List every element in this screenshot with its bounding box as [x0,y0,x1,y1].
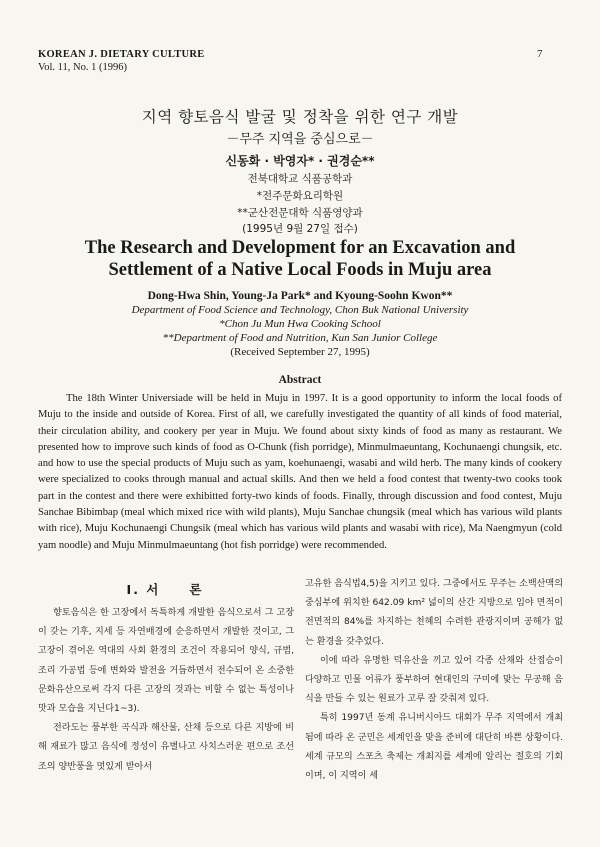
korean-authors: 신동화 · 박영자* · 권경순** [225,154,375,168]
english-title-line-1: The Research and Development for an Excavation and [84,238,516,258]
english-affiliation-2: *Chon Ju Mun Hwa Cooking School [219,318,381,330]
korean-subtitle: －무주 지역을 중심으로－ [226,132,374,147]
body-paragraph: 고유한 음식법4,5)을 지키고 있다. 그중에서도 무주는 소백산맥의 중심부에 위치한 642.09 km² 넓이의 산간 지방으로 임야 면적이 전면적의 84%를 차지하는 천혜의 수려한 관광지이며 공해가 없는 환경을 갖추었다. [305,579,563,647]
english-authors: Dong-Hwa Shin, Young-Ja Park* and Kyoung-Soohn Kwon** [147,290,453,302]
english-received: (Received September 27, 1995) [230,346,370,358]
english-affiliation-3: **Department of Food and Nutrition, Kun San Junior College [162,332,438,344]
body-paragraph: 전라도는 풍부한 곡식과 해산물, 산채 등으로 다른 지방에 비해 재료가 많고 음식에 정성이 유별나고 사치스러운 편으로 조선조의 양반풍을 멋있게 받아서 [38,723,294,772]
abstract-heading: Abstract [278,374,322,386]
journal-header [38,48,205,74]
journal-volume: Vol. 11, No. 1 (1996) [38,62,127,73]
body-paragraph: 향토음식은 한 고장에서 독특하게 개발한 음식으로서 그 고장이 갖는 기후, 지세 등 자연배경에 순응하면서 개발한 것이고, 그 고장이 겪어온 역대의 사회 환경의 조건이 작용되어 양식, 규범, 조리 가공법 등에 변화와 발전을 거듭하면서 전수되어 온 소중한 문화유산으로써 각지 다른 고장의 것과는 비할 수 없는 특성이나 맛과 모습을 지닌다1~3). [38,608,294,715]
abstract-text: The 18th Winter Universiade will be held in Muju in 1997. It is a good opportunity to inform the local foods of Muju to the inside and outside of Korea. First of all, we carefully investigated the quantity of all kinds of food material, their circulation ability, and cookery per year in Muju. We found about sixty kinds of food as many as restaurant. We presented how to improve such kinds of food as O-Chunk (fish porridge), Minmulmaeuntang, Kochunaengi chungsik, etc. and how to use the special products of Muju such as yam, koehunaengi, wasabi and wild herb. The many kinds of cookery were specialized to cooks through manual and actual skills. And then we held a food contest that twenty-two cooks took part in the contest and there were exhibitted forty-two kinds of foods. Finally, through discussion and food contest, Muju Sanchae Bibimbap (meal which mixed rice with wild plants), Muju Sanchae chungsik (meal which has various wild plants with rice), Muju Kochunaengi Chungsik (meal which has various wild plants and wasabi with rice), Ma Naengmyun (cold yam noodle) and Muju Minmulmaeuntang (hot fish porridge) were recommended. [38,393,562,551]
body-right-column [305,575,563,786]
korean-title: 지역 향토음식 발굴 및 정착을 위한 연구 개발 [141,108,459,126]
section-heading: I. 서 론 [126,582,204,597]
english-affiliation-1: Department of Food Science and Technology, Chon Buk National University [131,304,469,316]
korean-affiliation-3: **군산전문대학 식품영양과 [237,207,363,219]
korean-received: (1995년 9월 27일 접수) [242,223,358,235]
english-title [0,237,600,281]
body-left-column [38,604,294,777]
korean-affiliation-2: *전주문화요리학원 [256,190,344,202]
korean-affiliation-1: 전북대학교 식품공학과 [247,173,353,185]
english-title-line-2: Settlement of a Native Local Foods in Muju area [108,260,492,280]
body-paragraph: 특히 1997년 동계 유니버시아드 대회가 무주 지역에서 개최됨에 따라 온 군민은 세계인을 맞을 준비에 대단히 바쁜 상황이다. 세계 규모의 스포츠 축제는 개최지를 세계에 알리는 절호의 기회이며, 이 지역이 세 [305,713,563,782]
journal-name: KOREAN J. DIETARY CULTURE [38,49,205,60]
body-paragraph: 이에 따라 유명한 덕유산을 끼고 있어 각종 산채와 산접승이 다양하고 민물 어류가 풍부하여 현대인의 구미에 맞는 무공해 음식을 만들 수 있는 원료가 고루 잘 갖춰져 있다. [305,655,563,705]
page-number: 7 [537,48,543,60]
